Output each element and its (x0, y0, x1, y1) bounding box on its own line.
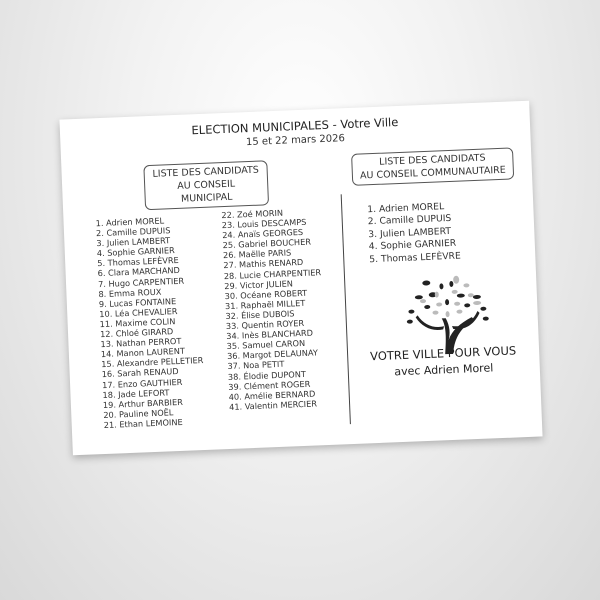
candidate-item: 33. Quentin ROYER (225, 317, 305, 332)
communautaire-list (367, 201, 461, 267)
candidate-item: 11. Maxime COLIN (99, 316, 176, 330)
candidate-item: 23. Louis DESCAMPS (221, 216, 307, 231)
candidate-item: 4. Sophie GARNIER (96, 245, 175, 259)
candidate-item: 40. Amélie BERNARD (228, 388, 316, 402)
candidate-item: 36. Margot DELAUNAY (226, 347, 319, 362)
column-divider (341, 194, 351, 424)
ballot-paper (59, 101, 542, 456)
candidate-item: 16. Sarah RENAUD (101, 366, 179, 380)
candidate-item: 39. Clément ROGER (228, 378, 311, 392)
candidate-item: 35. Samuel CARON (226, 338, 306, 352)
election-date: 15 et 22 mars 2026 (245, 133, 346, 149)
slogan: VOTRE VILLE POUR VOUS (369, 343, 517, 364)
candidate-item: 5. Thomas LEFÈVRE (369, 250, 461, 265)
candidate-item: 22. Zoé MORIN (221, 207, 284, 221)
candidate-item: 7. Hugo CARPENTIER (97, 275, 185, 289)
communautaire-heading-line2: AU CONSEIL COMMUNAUTAIRE (359, 164, 506, 182)
communautaire-heading-line1: LISTE DES CANDIDATS (378, 152, 486, 168)
municipal-list-col2 (221, 206, 326, 412)
candidate-item: 1. Adrien MOREL (95, 215, 165, 229)
candidate-item: 5. Thomas LEFÈVRE (97, 255, 179, 269)
candidate-item: 31. Raphaël MILLET (224, 297, 306, 311)
candidate-item: 13. Nathan PERROT (100, 335, 182, 350)
candidate-item: 2. Camille DUPUIS (367, 213, 452, 228)
municipal-heading (143, 160, 269, 210)
slogan-candidate: avec Adrien Morel (394, 361, 494, 379)
candidate-item: 4. Sophie GARNIER (368, 237, 457, 253)
candidate-item: 19. Arthur BARBIER (102, 396, 184, 410)
candidate-item: 14. Manon LAURENT (100, 345, 186, 360)
municipal-list-col1 (95, 214, 206, 430)
candidate-item: 6. Clara MARCHAND (97, 265, 181, 279)
candidate-item: 29. Victor JULIEN (224, 277, 294, 291)
candidate-item: 20. Pauline NOËL (103, 407, 174, 420)
candidate-item: 37. Noa PETIT (227, 359, 285, 372)
candidate-item: 10. Léa CHEVALIER (99, 305, 178, 319)
candidate-item: 24. Anaïs GEORGES (222, 227, 304, 241)
candidate-item: 9. Lucas FONTAINE (98, 295, 177, 309)
candidate-item: 38. Élodie DUPONT (227, 368, 307, 382)
candidate-item: 32. Élise DUBOIS (225, 308, 295, 321)
candidate-item: 8. Emma ROUX (98, 286, 162, 299)
candidate-item: 3. Julien LAMBERT (96, 235, 171, 249)
candidate-item: 17. Enzo GAUTHIER (101, 376, 183, 390)
candidate-item: 12. Chloé GIRARD (99, 326, 174, 340)
candidate-item: 18. Jade LEFORT (102, 386, 170, 400)
candidate-item: 30. Océane ROBERT (224, 287, 308, 301)
candidate-item: 3. Julien LAMBERT (368, 225, 452, 241)
candidate-item: 41. Valentin MERCIER (228, 398, 318, 412)
candidate-item: 28. Lucie CHARPENTIER (223, 266, 322, 281)
municipal-heading-line1: LISTE DES CANDIDATS (152, 164, 260, 180)
candidate-item: 21. Ethan LEMOINE (103, 416, 183, 430)
municipal-heading-line2: AU CONSEIL MUNICIPAL (177, 178, 236, 205)
candidate-item: 26. Maëlle PARIS (222, 247, 292, 261)
communautaire-heading (351, 147, 514, 185)
candidate-item: 2. Camille DUPUIS (95, 225, 171, 239)
candidate-item: 25. Gabriel BOUCHER (222, 236, 312, 251)
candidate-item: 27. Mathis RENARD (223, 257, 304, 271)
candidate-item: 1. Adrien MOREL (367, 201, 445, 216)
candidate-item: 34. Inès BLANCHARD (226, 327, 314, 342)
candidate-item: 15. Alexandre PELLETIER (101, 355, 204, 370)
tree-hands-logo-icon (396, 272, 499, 356)
election-title: ELECTION MUNICIPALES - Votre Ville (191, 114, 399, 138)
